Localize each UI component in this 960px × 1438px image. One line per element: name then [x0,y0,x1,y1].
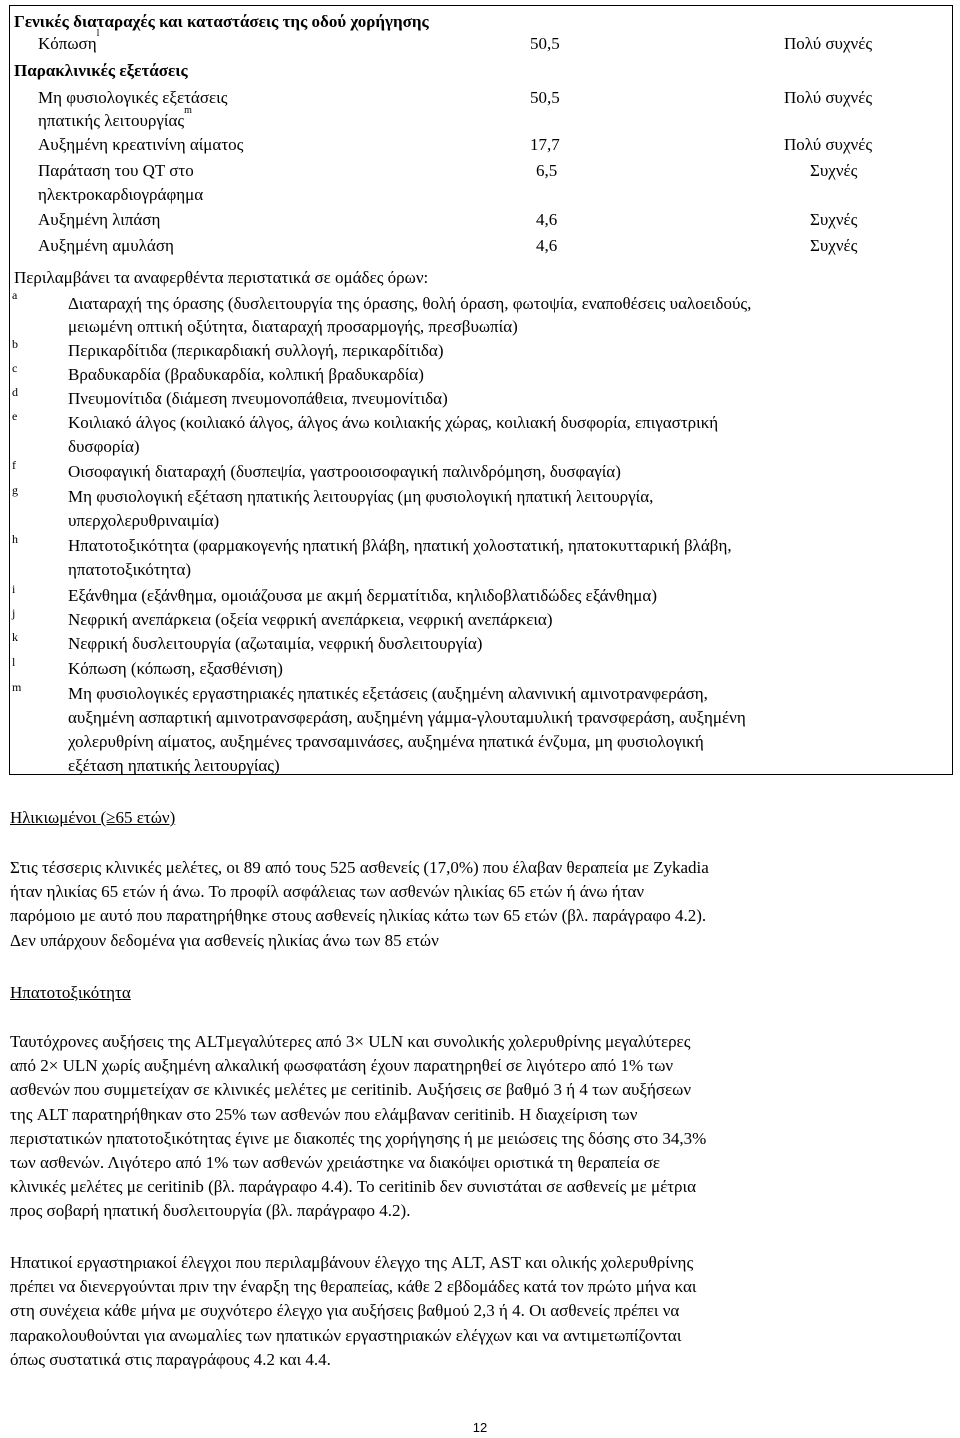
footnote-line: Πνευμονίτιδα (διάμεση πνευμονοπάθεια, πνευμονίτιδα) [68,389,448,408]
paragraph-line: όπως συστατικά στις παραγράφους 4.2 και 4.4. [10,1349,331,1369]
paragraph-line: Στις τέσσερις κλινικές μελέτες, οι 89 από τους 525 ασθενείς (17,0%) που έλαβαν θεραπεία με Zykadia [10,858,709,877]
footnote-line: Εξάνθημα (εξάνθημα, ομοιάζουσα με ακμή δερματίτιδα, κηλιδοβλατιδώδες εξάνθημα) [68,586,657,605]
frequency-cell: Πολύ συχνές [784,88,873,107]
paragraph-line: πρέπει να διενεργούνται πριν την έναρξη της θεραπείας, κάθε 2 εβδομάδες κατά τον πρώτο μήνα και [10,1277,697,1297]
footnote-letter: c [12,361,18,375]
footnote-line: υπερχολερυθριναιμία) [68,511,220,530]
hepatotoxicity-paragraph-2 [10,1251,915,1372]
paragraph-line: παρακολουθούνται για ανωμαλίες των ηπατικών εργαστηριακών ελέγχων και να αντιμετωπίζονται [10,1325,682,1345]
footnote-line: χολερυθρίνη αίματος, αυξημένες τρανσαμινάσες, αυξημένα ηπατικά ένζυμα, μη φυσιολογική [68,732,704,751]
footnote-line: αυξημένη ασπαρτική αμινοτρανσφεράση, αυξημένη γάμμα-γλουταμυλική τρανσφεράση, αυξημένη [68,708,746,727]
footnote-letter: k [12,630,18,644]
frequency-cell: Πολύ συχνές [784,135,873,154]
paragraph-line: Δεν υπάρχουν δεδομένα για ασθενείς ηλικίας άνω των 85 ετών [10,931,439,950]
footnote-line: Βραδυκαρδία (βραδυκαρδία, κολπική βραδυκαρδία) [68,365,424,384]
paragraph-line: παρόμοιο με αυτό που παρατηρήθηκε στους ασθενείς ηλικίας κάτω των 65 ετών (βλ. παράγραφο 4.2). [10,906,707,925]
paragraph-line: περιστατικών ηπατοτοξικότητας έγινε με διακοπές της χορήγησης ή με μειώσεις της δόσης στο 34,3% [10,1128,707,1148]
footnote-line: Μη φυσιολογική εξέταση ηπατικής λειτουργίας (μη φυσιολογική ηπατική λειτουργία, [68,487,654,506]
value-cell: 4,6 [536,210,558,229]
paragraph-line: στη συνέχεια κάθε μήνα με συχνότερο έλεγχο για αυξήσεις βαθμού 2,3 ή 4. Οι ασθενείς πρέπει να [10,1301,680,1321]
paragraph-line: από 2× ULN χωρίς αυξημένη αλκαλική φωσφατάση έχουν παρατηρηθεί σε λιγότερο από 1% των [10,1056,674,1076]
paragraph-line: ασθενών που συμμετείχαν σε κλινικές μελέτες με ceritinib. Αυξήσεις σε βαθμό 3 ή 4 των αυξήσεων [10,1080,692,1100]
paragraph-line: κλινικές μελέτες με ceritinib (βλ. παράγραφο 4.4). Το ceritinib δεν συνιστάται σε ασθενείς με μέτρια [10,1177,697,1197]
footnote-line: Οισοφαγική διαταραχή (δυσπεψία, γαστροοισοφαγική παλινδρόμηση, δυσφαγία) [68,462,621,481]
value-cell: 4,6 [536,236,558,255]
page-number: 12 [472,1420,488,1435]
frequency-cell: Συχνές [810,210,858,229]
adverse-reactions-table [9,5,953,775]
section-title: Παρακλινικές εξετάσεις [14,61,188,80]
footnote-letter: g [12,483,18,497]
footnote-line: Νεφρική ανεπάρκεια (οξεία νεφρική ανεπάρκεια, νεφρική ανεπάρκεια) [68,610,553,629]
footnote-line: Μη φυσιολογικές εργαστηριακές ηπατικές εξετάσεις (αυξημένη αλανινική αμινοτρανφεράση, [68,684,708,703]
paragraph-line: Ταυτόχρονες αυξήσεις της ALTμεγαλύτερες από 3× ULN και συνολικής χολερυθρίνης μεγαλύτερες [10,1032,691,1051]
footnote-line: Διαταραχή της όρασης (δυσλειτουργία της όρασης, θολή όραση, φωτοψία, εναποθέσεις υαλοειδούς, [68,294,752,313]
paragraph-line: της ALT παρατηρήθηκαν στο 25% των ασθενών που ελάμβαναν ceritinib. Η διαχείριση των [10,1104,638,1124]
footnote-letter: j [12,606,16,620]
footnote-letter: i [12,582,16,596]
footnote-letter: m [12,680,22,694]
value-cell: 17,7 [530,135,560,154]
footnote-line: μειωμένη οπτική οξύτητα, διαταραχή προσαρμογής, πρεσβυωπία) [68,317,518,336]
term-cell: ηπατικής λειτουργίας$^m$ [38,105,192,130]
term-cell: Αυξημένη λιπάση [38,210,161,229]
section-title: Γενικές διαταραχές και καταστάσεις της οδού χορήγησης [14,12,429,31]
footnote-letter: d [12,385,18,399]
paragraph-line: ήταν ηλικίας 65 ετών ή άνω. Το προφίλ ασφάλειας των ασθενών ηλικίας 65 ετών ή άνω ήταν [10,882,645,901]
paragraph-line: Ηπατικοί εργαστηριακοί έλεγχοι που περιλαμβάνουν έλεγχο της ALT, AST και ολικής χολερυθρίνης [10,1253,694,1272]
paragraph-line: των ασθενών. Λιγότερο από 1% των ασθενών χρειάστηκε να διακόψει οριστικά τη θεραπεία σε [10,1152,661,1172]
footnote-letter: e [12,409,18,423]
hepatotoxicity-paragraph-1 [10,1030,915,1224]
footnote-line: Περικαρδίτιδα (περικαρδιακή συλλογή, περικαρδίτιδα) [68,341,444,360]
term-cell: Αυξημένη αμυλάση [38,236,174,255]
value-cell: 50,5 [530,88,560,107]
value-cell: 50,5 [530,34,560,53]
term-cell: Κόπωση$^l$ [38,28,100,53]
footnote-line: Κόπωση (κόπωση, εξασθένιση) [68,659,283,678]
footnote-letter: f [12,458,16,472]
term-cell: Μη φυσιολογικές εξετάσεις [38,88,228,107]
footnote-letter: l [12,655,16,669]
footnote-line: εξέταση ηπατικής λειτουργίας) [68,756,280,775]
term-cell: ηλεκτροκαρδιογράφημα [38,185,204,204]
footnote-letter: a [12,288,18,302]
value-cell: 6,5 [536,161,558,180]
term-cell: Αυξημένη κρεατινίνη αίματος [38,135,244,154]
term-cell: Παράταση του QT στο [38,161,194,180]
frequency-cell: Συχνές [810,236,858,255]
frequency-cell: Συχνές [810,161,858,180]
footnote-line: Νεφρική δυσλειτουργία (αζωταιμία, νεφρική δυσλειτουργία) [68,634,483,653]
footnote-letter: h [12,532,18,546]
elderly-paragraph [10,856,915,953]
footnote-line: δυσφορία) [68,437,140,456]
hepatotoxicity-heading: Ηπατοτοξικότητα [10,983,131,1002]
elderly-heading: Ηλικιωμένοι (≥65 ετών) [10,808,176,827]
footnote-letter: b [12,337,18,351]
footnote-line: Ηπατοτοξικότητα (φαρμακογενής ηπατική βλάβη, ηπατική χολοστατική, ηπατοκυτταρική βλάβη, [68,536,732,555]
paragraph-line: προς σοβαρή ηπατική δυσλειτουργία (βλ. παράγραφο 4.2). [10,1201,411,1221]
footnote-line: ηπατοτοξικότητα) [68,560,192,579]
footnote-line: Κοιλιακό άλγος (κοιλιακό άλγος, άλγος άνω κοιλιακής χώρας, κοιλιακή δυσφορία, επιγαστρική [68,413,719,432]
frequency-cell: Πολύ συχνές [784,34,873,53]
footnotes-intro: Περιλαμβάνει τα αναφερθέντα περιστατικά σε ομάδες όρων: [14,268,429,287]
